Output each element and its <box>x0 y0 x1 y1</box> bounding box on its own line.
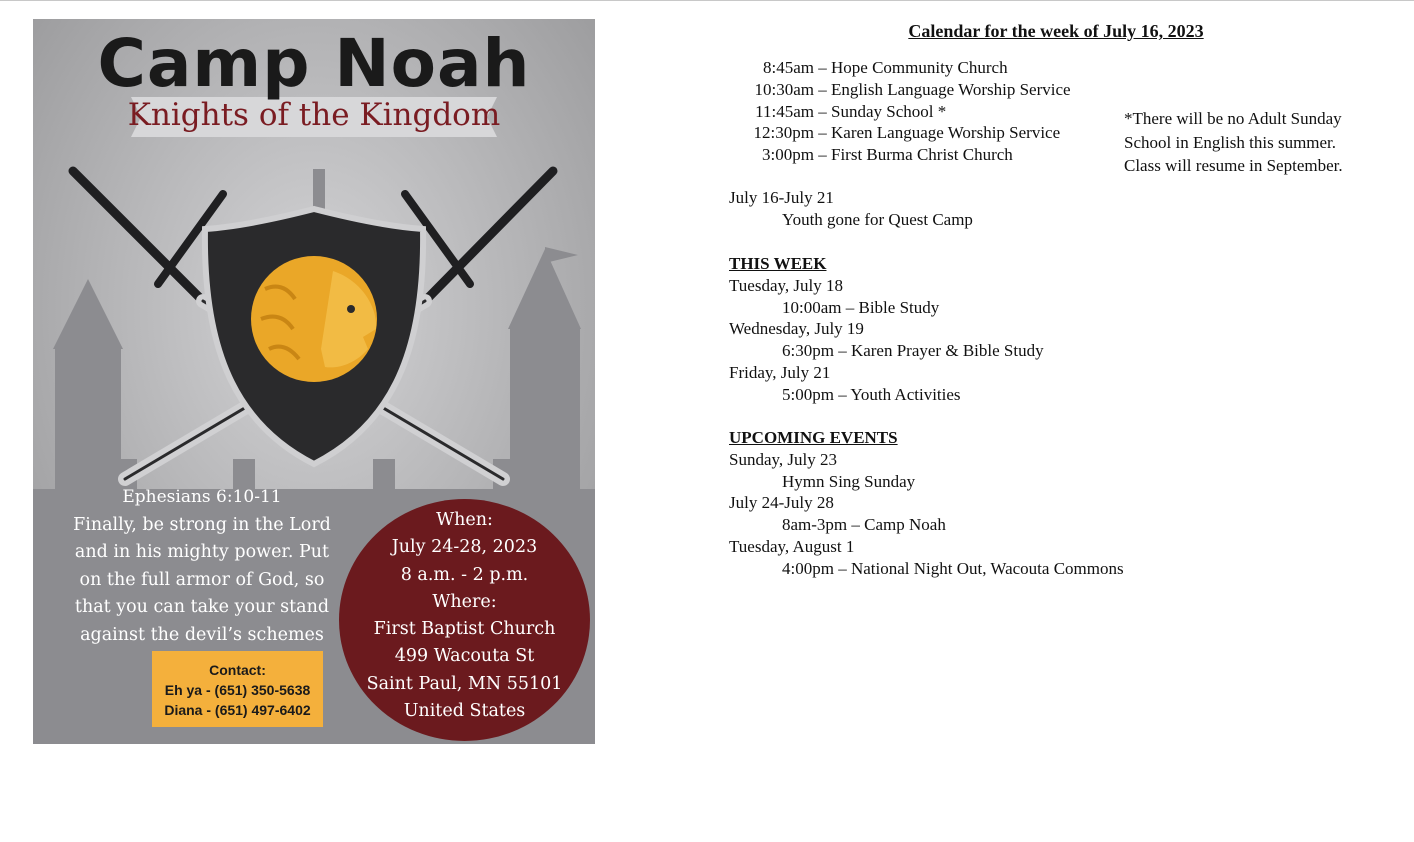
verse-line: against the devil’s schemes <box>80 624 324 645</box>
scripture-verse <box>73 484 331 649</box>
schedule-event: – English Language Worship Service <box>818 79 1071 99</box>
schedule-time: 3:00pm <box>762 145 814 165</box>
note-line: School in English this summer. <box>1124 132 1337 152</box>
contact-box <box>152 651 323 727</box>
event-item: 10:00am – Bible Study <box>782 297 940 317</box>
event-date: Tuesday, August 1 <box>729 536 855 556</box>
schedule-time: 8:45am <box>763 58 814 77</box>
schedule-event: – Karen Language Worship Service <box>818 123 1061 143</box>
event-item: Hymn Sing Sunday <box>782 471 916 491</box>
camp-noah-flyer <box>33 19 595 744</box>
event-date: July 24-July 28 <box>729 493 834 513</box>
schedule-row <box>729 144 1071 166</box>
event-date: Wednesday, July 19 <box>729 319 864 339</box>
event-date: Friday, July 21 <box>729 362 831 382</box>
verse-line: Finally, be strong in the Lord <box>73 514 331 535</box>
schedule-event: – Hope Community Church <box>818 58 1008 77</box>
event-line: July 24-28, 2023 <box>391 537 538 558</box>
event-item: 8am-3pm – Camp Noah <box>782 515 946 535</box>
note-line: *There will be no Adult Sunday <box>1124 109 1342 128</box>
contact-line: Eh ya - (651) 350-5638 <box>164 682 311 698</box>
upcoming-heading: UPCOMING EVENTS <box>729 428 898 447</box>
verse-reference: Ephesians 6:10-11 <box>122 487 282 507</box>
youth-camp-block <box>729 187 973 231</box>
upcoming-events-section <box>729 427 1124 580</box>
schedule-row <box>729 79 1071 101</box>
event-item: 4:00pm – National Night Out, Wacouta Commons <box>782 558 1124 578</box>
sunday-schedule <box>729 57 1071 166</box>
youth-date: July 16-July 21 <box>729 188 834 207</box>
schedule-time: 11:45am <box>755 101 814 121</box>
this-week-heading: THIS WEEK <box>729 254 827 273</box>
verse-line: on the full armor of God, so <box>79 569 325 590</box>
event-line: 8 a.m. - 2 p.m. <box>400 564 529 585</box>
calendar-title: Calendar for the week of July 16, 2023 <box>908 21 1204 41</box>
note-line: Class will resume in September. <box>1124 156 1343 175</box>
event-line: Saint Paul, MN 55101 <box>366 673 563 694</box>
event-line: When: <box>436 510 493 530</box>
event-line: First Baptist Church <box>373 619 556 640</box>
event-line: United States <box>403 701 526 722</box>
contact-line: Diana - (651) 497-6402 <box>164 702 311 718</box>
this-week-section <box>729 253 1044 406</box>
event-item: 6:30pm – Karen Prayer & Bible Study <box>782 341 1044 361</box>
contact-label: Contact: <box>209 662 266 678</box>
schedule-event: – Sunday School * <box>818 101 947 121</box>
schedule-time: 10:30am <box>754 79 814 99</box>
event-details-circle <box>339 499 590 741</box>
schedule-row <box>729 101 1071 123</box>
schedule-row <box>729 57 1071 79</box>
schedule-row <box>729 122 1071 144</box>
event-item: 5:00pm – Youth Activities <box>782 384 961 404</box>
schedule-event: – First Burma Christ Church <box>818 145 1013 165</box>
event-date: Sunday, July 23 <box>729 449 837 469</box>
schedule-time: 12:30pm <box>753 123 814 143</box>
lion-head-icon <box>251 256 377 382</box>
youth-event: Youth gone for Quest Camp <box>782 209 973 229</box>
sunday-school-note <box>1124 107 1343 178</box>
event-line: Where: <box>432 591 497 612</box>
verse-line: and in his mighty power. Put <box>74 542 330 562</box>
flyer-title: Camp Noah <box>97 25 531 102</box>
event-date: Tuesday, July 18 <box>729 275 843 295</box>
event-line: 499 Wacouta St <box>394 646 535 667</box>
flyer-subtitle: Knights of the Kingdom <box>127 97 501 133</box>
verse-line: that you can take your stand <box>74 597 330 617</box>
